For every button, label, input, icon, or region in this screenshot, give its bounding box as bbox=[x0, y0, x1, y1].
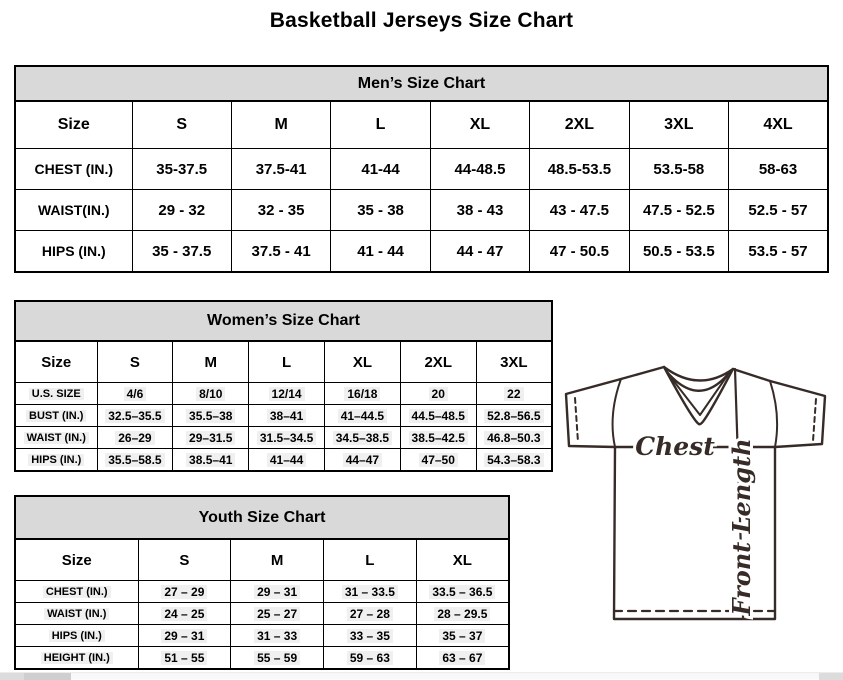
womens-column-header: S bbox=[97, 341, 173, 383]
mens-cell bbox=[729, 190, 828, 231]
womens-cell bbox=[476, 405, 552, 427]
mens-cell-value: 32 - 35 bbox=[257, 201, 305, 219]
mens-column-header: 3XL bbox=[629, 101, 728, 149]
youth-size-table bbox=[14, 495, 510, 670]
womens-cell bbox=[97, 405, 173, 427]
womens-cell-value: 41–44 bbox=[267, 453, 306, 467]
womens-cell-value: 35.5–58.5 bbox=[105, 453, 164, 467]
womens-cell-value: 35.5–38 bbox=[186, 409, 235, 423]
womens-cell bbox=[249, 449, 325, 472]
womens-column-header: L bbox=[249, 341, 325, 383]
mens-cell bbox=[530, 231, 629, 273]
youth-column-header: S bbox=[138, 539, 231, 581]
womens-cell-value: 46.8–50.3 bbox=[484, 431, 543, 445]
womens-cell bbox=[249, 427, 325, 449]
womens-cell bbox=[324, 383, 400, 405]
youth-cell-value: 31 – 33.5 bbox=[342, 585, 398, 599]
mens-column-header: M bbox=[231, 101, 330, 149]
womens-row-label: U.S. SIZE bbox=[15, 383, 97, 405]
youth-column-header: Size bbox=[15, 539, 138, 581]
mens-cell bbox=[430, 231, 529, 273]
youth-cell bbox=[138, 581, 231, 603]
womens-cell-value: 38.5–42.5 bbox=[409, 431, 468, 445]
mens-cell bbox=[132, 231, 231, 273]
youth-cell-value: 63 – 67 bbox=[439, 651, 485, 665]
youth-cell-value: 35 – 37 bbox=[439, 629, 485, 643]
womens-cell bbox=[476, 383, 552, 405]
mens-cell bbox=[231, 231, 330, 273]
jersey-outline-icon bbox=[557, 357, 843, 625]
youth-cell-value: 59 – 63 bbox=[347, 651, 393, 665]
womens-table-row bbox=[15, 427, 552, 449]
mens-table-row bbox=[15, 231, 828, 273]
womens-cell bbox=[476, 449, 552, 472]
womens-cell-value: 52.8–56.5 bbox=[484, 409, 543, 423]
womens-cell-value: 38.5–41 bbox=[186, 453, 235, 467]
youth-row-label: CHEST (IN.) bbox=[15, 581, 138, 603]
womens-cell-value: 54.3–58.3 bbox=[484, 453, 543, 467]
youth-table-row bbox=[15, 625, 509, 647]
mens-size-table bbox=[14, 65, 829, 273]
mens-cell bbox=[629, 231, 728, 273]
youth-cell bbox=[324, 603, 417, 625]
womens-cell bbox=[324, 427, 400, 449]
womens-cell-value: 26–29 bbox=[115, 431, 154, 445]
youth-cell bbox=[231, 625, 324, 647]
youth-cell-value: 29 – 31 bbox=[161, 629, 207, 643]
womens-cell bbox=[400, 383, 476, 405]
youth-cell-value: 33 – 35 bbox=[347, 629, 393, 643]
womens-cell bbox=[97, 383, 173, 405]
page-title: Basketball Jerseys Size Chart bbox=[269, 9, 574, 32]
youth-cell-value: 27 – 29 bbox=[161, 585, 207, 599]
womens-cell bbox=[400, 427, 476, 449]
horizontal-scrollbar[interactable] bbox=[0, 672, 843, 679]
youth-table-row bbox=[15, 647, 509, 670]
mens-cell bbox=[629, 190, 728, 231]
youth-cell bbox=[231, 647, 324, 670]
womens-cell bbox=[249, 405, 325, 427]
youth-cell-value: 25 – 27 bbox=[254, 607, 300, 621]
mens-cell bbox=[331, 190, 430, 231]
mens-cell bbox=[629, 149, 728, 190]
mens-cell bbox=[530, 190, 629, 231]
womens-cell bbox=[324, 405, 400, 427]
womens-cell-value: 16/18 bbox=[344, 387, 380, 401]
youth-row-label: WAIST (IN.) bbox=[15, 603, 138, 625]
mens-table-row bbox=[15, 149, 828, 190]
youth-table-row bbox=[15, 581, 509, 603]
mens-cell-value: 37.5 - 41 bbox=[251, 242, 311, 260]
mens-cell bbox=[231, 149, 330, 190]
womens-chart-title: Women’s Size Chart bbox=[15, 301, 552, 341]
mens-cell-value: 58-63 bbox=[758, 160, 798, 178]
womens-cell bbox=[173, 449, 249, 472]
mens-table-row bbox=[15, 190, 828, 231]
mens-cell bbox=[430, 190, 529, 231]
youth-cell-value: 55 – 59 bbox=[254, 651, 300, 665]
womens-cell bbox=[476, 427, 552, 449]
youth-column-header: L bbox=[324, 539, 417, 581]
youth-cell bbox=[416, 603, 509, 625]
youth-cell bbox=[416, 581, 509, 603]
womens-cell bbox=[97, 449, 173, 472]
youth-cell-value: 51 – 55 bbox=[161, 651, 207, 665]
womens-cell bbox=[173, 383, 249, 405]
womens-column-header: Size bbox=[15, 341, 97, 383]
youth-cell bbox=[138, 625, 231, 647]
womens-column-header: 3XL bbox=[476, 341, 552, 383]
chest-label: Chest bbox=[635, 432, 715, 461]
mens-row-label: HIPS (IN.) bbox=[15, 231, 132, 273]
mens-cell-value: 41-44 bbox=[361, 160, 400, 178]
mens-column-header: Size bbox=[15, 101, 132, 149]
mens-cell bbox=[331, 149, 430, 190]
youth-column-header: XL bbox=[416, 539, 509, 581]
mens-cell-value: 29 - 32 bbox=[158, 201, 206, 219]
womens-cell bbox=[173, 427, 249, 449]
mens-cell-value: 43 - 47.5 bbox=[549, 201, 609, 219]
mens-cell-value: 53.5-58 bbox=[653, 160, 705, 178]
womens-cell bbox=[249, 383, 325, 405]
youth-cell-value: 28 – 29.5 bbox=[434, 607, 490, 621]
mens-cell bbox=[430, 149, 529, 190]
youth-cell bbox=[324, 625, 417, 647]
mens-cell-value: 35 - 38 bbox=[357, 201, 404, 219]
womens-row-label: HIPS (IN.) bbox=[15, 449, 97, 472]
youth-cell-value: 31 – 33 bbox=[254, 629, 300, 643]
mens-cell-value: 50.5 - 53.5 bbox=[642, 242, 715, 260]
youth-cell bbox=[416, 647, 509, 670]
mens-cell-value: 44-48.5 bbox=[454, 160, 506, 178]
mens-cell-value: 47.5 - 52.5 bbox=[642, 201, 715, 219]
mens-cell bbox=[331, 231, 430, 273]
womens-row-label: BUST (IN.) bbox=[15, 405, 97, 427]
youth-cell-value: 27 – 28 bbox=[347, 607, 393, 621]
front-length-label: Front Length bbox=[727, 438, 756, 616]
youth-cell-value: 24 – 25 bbox=[161, 607, 207, 621]
womens-cell-value: 34.5–38.5 bbox=[333, 431, 392, 445]
womens-cell bbox=[97, 427, 173, 449]
jersey-diagram bbox=[557, 357, 843, 625]
womens-cell-value: 22 bbox=[504, 387, 523, 401]
womens-cell-value: 12/14 bbox=[269, 387, 305, 401]
mens-cell-value: 53.5 - 57 bbox=[748, 242, 808, 260]
womens-cell-value: 4/6 bbox=[124, 387, 147, 401]
mens-row-label: WAIST(IN.) bbox=[15, 190, 132, 231]
womens-cell bbox=[400, 449, 476, 472]
womens-cell-value: 38–41 bbox=[267, 409, 306, 423]
mens-cell bbox=[729, 231, 828, 273]
youth-cell bbox=[416, 625, 509, 647]
mens-cell bbox=[132, 149, 231, 190]
mens-cell-value: 48.5-53.5 bbox=[547, 160, 612, 178]
mens-cell-value: 44 - 47 bbox=[456, 242, 504, 260]
womens-size-table bbox=[14, 300, 553, 472]
mens-cell bbox=[530, 149, 629, 190]
womens-cell-value: 31.5–34.5 bbox=[257, 431, 316, 445]
womens-cell-value: 47–50 bbox=[419, 453, 458, 467]
womens-table-row bbox=[15, 405, 552, 427]
youth-cell-value: 29 – 31 bbox=[254, 585, 300, 599]
womens-column-header: 2XL bbox=[400, 341, 476, 383]
womens-cell-value: 8/10 bbox=[196, 387, 225, 401]
youth-cell bbox=[324, 647, 417, 670]
womens-column-header: XL bbox=[324, 341, 400, 383]
mens-cell bbox=[231, 190, 330, 231]
youth-column-header: M bbox=[231, 539, 324, 581]
youth-cell bbox=[231, 581, 324, 603]
womens-table-row bbox=[15, 449, 552, 472]
mens-cell bbox=[729, 149, 828, 190]
womens-cell-value: 29–31.5 bbox=[186, 431, 235, 445]
youth-table-row bbox=[15, 603, 509, 625]
mens-column-header: L bbox=[331, 101, 430, 149]
womens-cell-value: 41–44.5 bbox=[338, 409, 387, 423]
youth-cell bbox=[324, 581, 417, 603]
womens-cell-value: 44.5–48.5 bbox=[409, 409, 468, 423]
mens-cell-value: 35 - 37.5 bbox=[152, 242, 212, 260]
mens-cell bbox=[132, 190, 231, 231]
mens-column-header: 2XL bbox=[530, 101, 629, 149]
womens-cell-value: 44–47 bbox=[343, 453, 382, 467]
mens-cell-value: 41 - 44 bbox=[357, 242, 404, 260]
womens-column-header: M bbox=[173, 341, 249, 383]
youth-cell-value: 33.5 – 36.5 bbox=[429, 585, 495, 599]
youth-chart-title: Youth Size Chart bbox=[15, 496, 509, 539]
mens-cell-value: 38 - 43 bbox=[456, 201, 504, 219]
mens-cell-value: 35-37.5 bbox=[156, 160, 208, 178]
womens-cell bbox=[173, 405, 249, 427]
mens-cell-value: 37.5-41 bbox=[255, 160, 307, 178]
mens-column-header: XL bbox=[430, 101, 529, 149]
mens-chart-title: Men’s Size Chart bbox=[15, 66, 828, 101]
womens-table-row bbox=[15, 383, 552, 405]
youth-cell bbox=[138, 603, 231, 625]
womens-cell-value: 32.5–35.5 bbox=[105, 409, 164, 423]
womens-cell bbox=[400, 405, 476, 427]
mens-column-header: 4XL bbox=[729, 101, 828, 149]
womens-cell-value: 20 bbox=[429, 387, 448, 401]
mens-column-header: S bbox=[132, 101, 231, 149]
mens-cell-value: 47 - 50.5 bbox=[549, 242, 609, 260]
mens-row-label: CHEST (IN.) bbox=[15, 149, 132, 190]
womens-row-label: WAIST (IN.) bbox=[15, 427, 97, 449]
youth-row-label: HEIGHT (IN.) bbox=[15, 647, 138, 670]
womens-cell bbox=[324, 449, 400, 472]
youth-row-label: HIPS (IN.) bbox=[15, 625, 138, 647]
youth-cell bbox=[231, 603, 324, 625]
youth-cell bbox=[138, 647, 231, 670]
mens-cell-value: 52.5 - 57 bbox=[748, 201, 808, 219]
